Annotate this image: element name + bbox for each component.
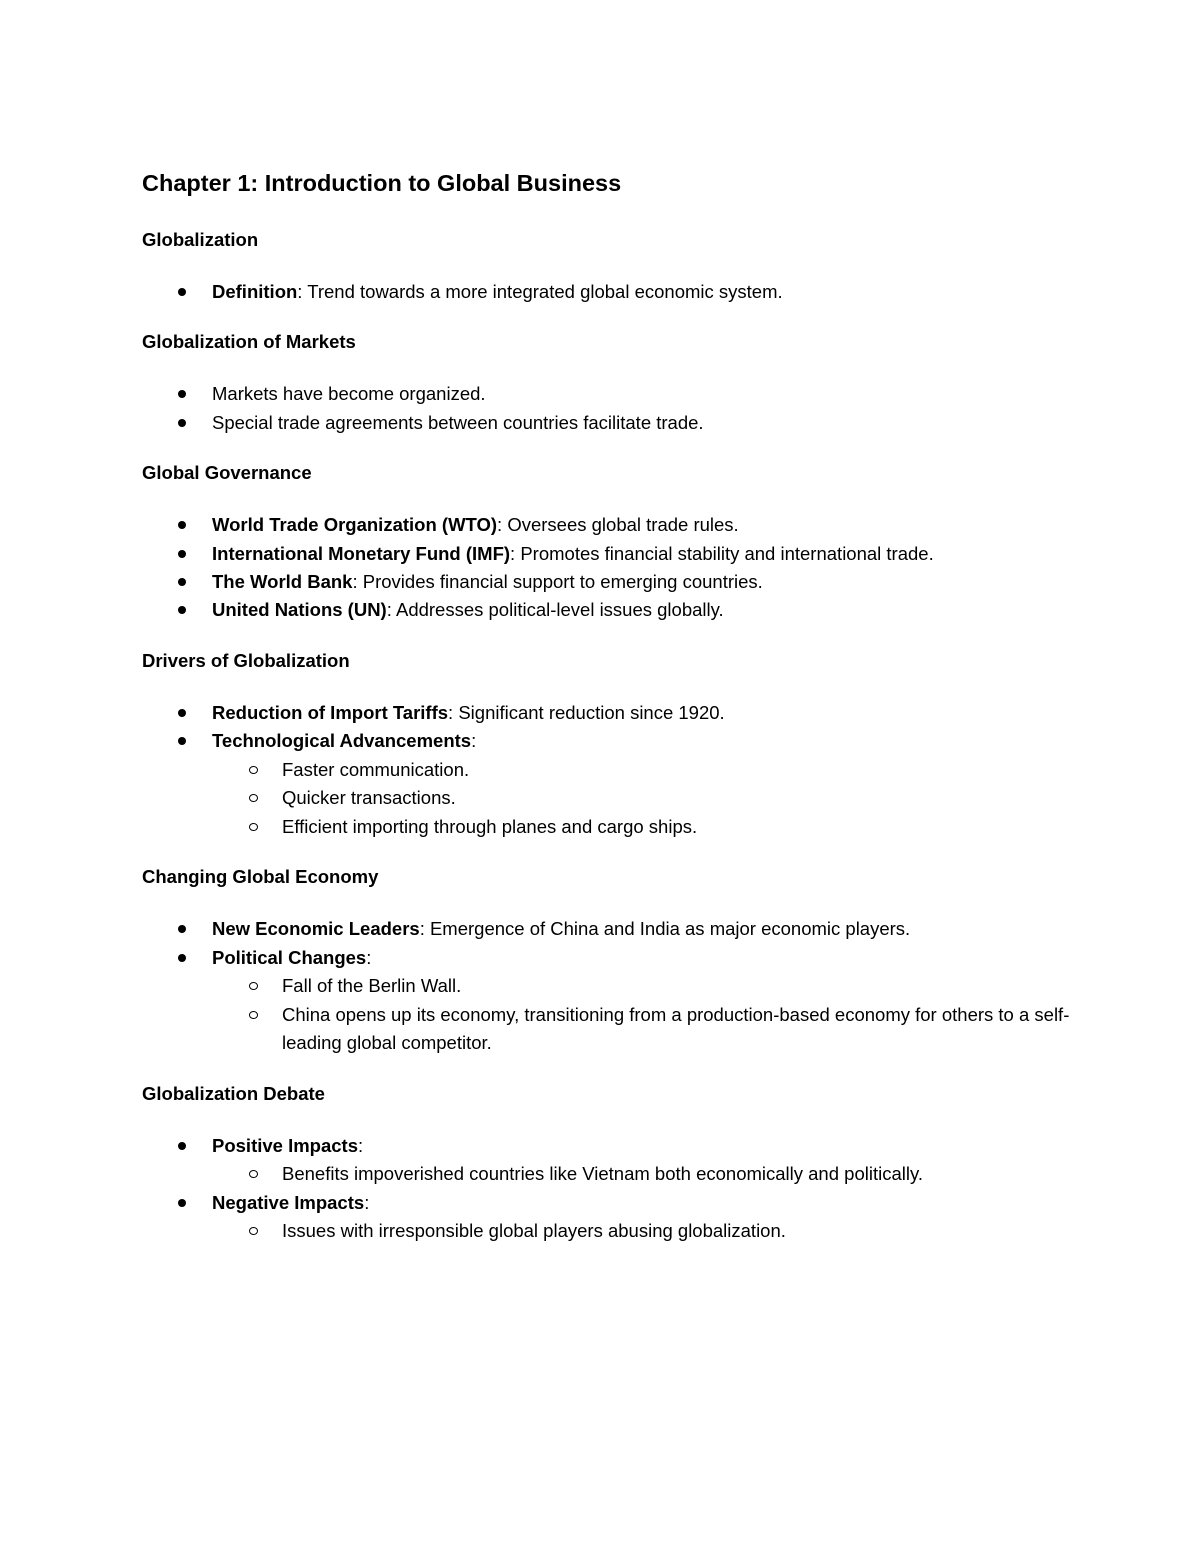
item-term: World Trade Organization (WTO) bbox=[212, 514, 498, 536]
item-text: : bbox=[471, 730, 477, 752]
sub-item-text: China opens up its economy, transitioning from a production-based economy for others to a self-leading global competitor. bbox=[282, 1003, 1070, 1054]
bullet-dot-icon bbox=[178, 288, 186, 296]
section bbox=[142, 863, 1082, 1058]
item-text: : bbox=[358, 1135, 364, 1157]
item-text: : Emergence of China and India as major economic players. bbox=[419, 918, 911, 940]
item-term: Reduction of Import Tariffs bbox=[212, 701, 449, 723]
bullet-dot-icon bbox=[178, 550, 186, 558]
bullet-list bbox=[142, 380, 1082, 437]
section bbox=[142, 226, 1082, 306]
sections-container bbox=[142, 226, 1082, 1246]
list-item bbox=[142, 278, 1082, 306]
bullet-dot-icon bbox=[178, 737, 186, 745]
list-item bbox=[142, 944, 1082, 1058]
section-heading: Global Governance bbox=[142, 462, 312, 484]
section-heading: Changing Global Economy bbox=[142, 866, 379, 888]
item-text: : Provides financial support to emerging countries. bbox=[352, 571, 763, 593]
sub-list-item bbox=[142, 756, 1082, 785]
sub-list bbox=[142, 1160, 1082, 1189]
item-text: : bbox=[366, 946, 372, 968]
sub-list-item bbox=[142, 972, 1082, 1001]
list-item bbox=[142, 540, 1082, 568]
sub-list bbox=[142, 972, 1082, 1058]
sub-list bbox=[142, 1217, 1082, 1246]
hollow-bullet-icon bbox=[249, 1170, 258, 1178]
item-term: Technological Advancements bbox=[212, 730, 472, 752]
sub-list-item bbox=[142, 1160, 1082, 1189]
bullet-dot-icon bbox=[178, 521, 186, 529]
sub-list-item bbox=[142, 813, 1082, 842]
sub-list-item bbox=[142, 1217, 1082, 1246]
bullet-dot-icon bbox=[178, 390, 186, 398]
bullet-dot-icon bbox=[178, 954, 186, 962]
sub-item-text: Fall of the Berlin Wall. bbox=[282, 975, 462, 997]
list-item bbox=[142, 380, 1082, 408]
item-term: International Monetary Fund (IMF) bbox=[212, 542, 511, 564]
page-title: Chapter 1: Introduction to Global Business bbox=[142, 170, 622, 196]
bullet-list bbox=[142, 511, 1082, 625]
bullet-dot-icon bbox=[178, 709, 186, 717]
sub-list-item bbox=[142, 1001, 1082, 1058]
list-item bbox=[142, 568, 1082, 596]
item-text: Markets have become organized. bbox=[212, 383, 486, 405]
item-text: : Trend towards a more integrated global economic system. bbox=[297, 281, 783, 302]
item-term: New Economic Leaders bbox=[212, 918, 420, 940]
bullet-dot-icon bbox=[178, 578, 186, 586]
item-text: : Promotes financial stability and international trade. bbox=[510, 542, 934, 564]
hollow-bullet-icon bbox=[249, 982, 258, 990]
list-item bbox=[142, 699, 1082, 727]
item-text: : Oversees global trade rules. bbox=[497, 514, 739, 536]
section bbox=[142, 328, 1082, 437]
hollow-bullet-icon bbox=[249, 1011, 258, 1019]
item-text: : Addresses political-level issues globally. bbox=[386, 599, 724, 621]
sub-item-text: Benefits impoverished countries like Vietnam both economically and politically. bbox=[282, 1163, 923, 1185]
hollow-bullet-icon bbox=[249, 1227, 258, 1235]
sub-list bbox=[142, 756, 1082, 842]
list-item bbox=[142, 915, 1082, 943]
section-heading: Globalization of Markets bbox=[142, 331, 356, 353]
bullet-list bbox=[142, 699, 1082, 842]
section bbox=[142, 647, 1082, 842]
section-heading: Globalization bbox=[142, 229, 259, 250]
item-term: Political Changes bbox=[212, 946, 367, 968]
item-term: Definition bbox=[212, 281, 298, 302]
bullet-dot-icon bbox=[178, 419, 186, 427]
hollow-bullet-icon bbox=[249, 794, 258, 802]
section bbox=[142, 1080, 1082, 1246]
section-heading: Drivers of Globalization bbox=[142, 649, 350, 671]
list-item bbox=[142, 1132, 1082, 1189]
item-text: Special trade agreements between countries facilitate trade. bbox=[212, 411, 704, 433]
sub-item-text: Quicker transactions. bbox=[282, 787, 456, 809]
bullet-list bbox=[142, 1132, 1082, 1246]
bullet-dot-icon bbox=[178, 1142, 186, 1150]
bullet-dot-icon bbox=[178, 1199, 186, 1207]
bullet-list bbox=[142, 915, 1082, 1058]
item-term: Negative Impacts bbox=[212, 1192, 365, 1214]
list-item bbox=[142, 596, 1082, 624]
item-term: The World Bank bbox=[212, 571, 353, 593]
hollow-bullet-icon bbox=[249, 823, 258, 831]
document-page bbox=[142, 166, 1082, 1246]
sub-list-item bbox=[142, 784, 1082, 813]
sub-item-text: Efficient importing through planes and cargo ships. bbox=[282, 815, 698, 837]
item-term: Positive Impacts bbox=[212, 1135, 359, 1157]
list-item bbox=[142, 1189, 1082, 1246]
section-heading: Globalization Debate bbox=[142, 1083, 325, 1105]
bullet-dot-icon bbox=[178, 606, 186, 614]
sub-item-text: Issues with irresponsible global players abusing globalization. bbox=[282, 1220, 786, 1242]
hollow-bullet-icon bbox=[249, 766, 258, 774]
list-item bbox=[142, 511, 1082, 539]
item-text: : bbox=[364, 1192, 370, 1214]
list-item bbox=[142, 409, 1082, 437]
item-term: United Nations (UN) bbox=[212, 599, 387, 621]
item-text: : Significant reduction since 1920. bbox=[448, 701, 725, 723]
bullet-list bbox=[142, 278, 1082, 306]
bullet-dot-icon bbox=[178, 925, 186, 933]
section bbox=[142, 459, 1082, 625]
list-item bbox=[142, 727, 1082, 841]
sub-item-text: Faster communication. bbox=[282, 758, 470, 780]
